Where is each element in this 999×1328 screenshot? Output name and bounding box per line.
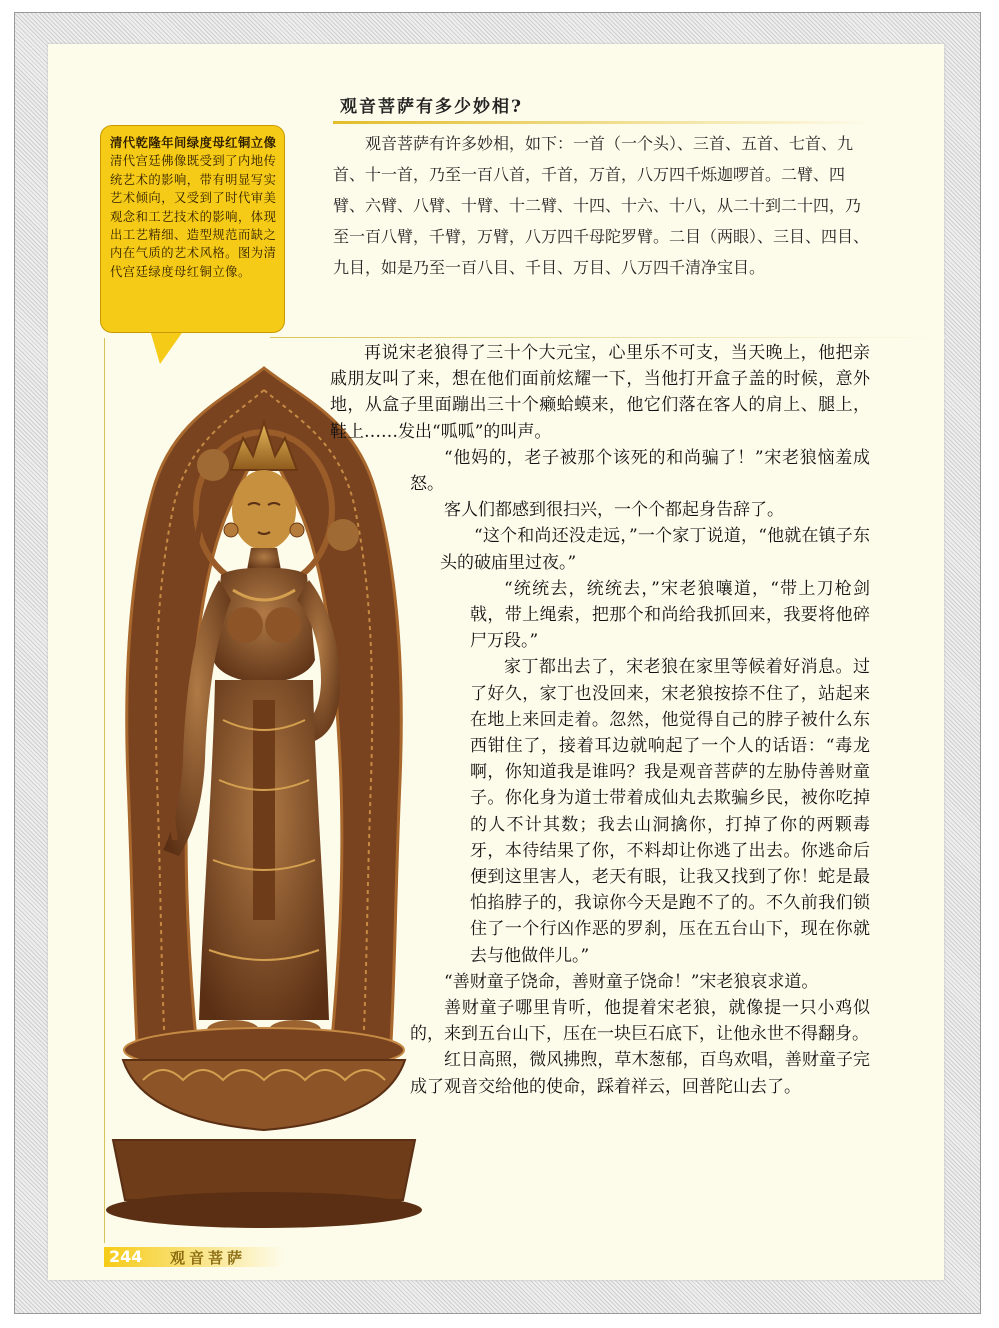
- story-paragraph: “统统去，统统去，”宋老狼嚷道，“带上刀枪剑戟，带上绳索，把那个和尚给我抓回来，我要将他碎尸万段。”: [470, 578, 870, 652]
- divider-horizontal: [270, 337, 945, 338]
- story-paragraph: “他妈的，老子被那个该死的和尚骗了！”宋老狼恼羞成怒。: [410, 447, 870, 495]
- caption-title: 清代乾隆年间绿度母红铜立像: [110, 136, 277, 150]
- sidebar-text: 观音菩萨有许多妙相，如下：一首（一个头）、三首、五首、七首、九首、十一首，乃至一百八首，千首，万首，八万四千烁迦啰首。二臂、四臂、六臂、八臂、十臂、十二臂、十四、十六、十八，从二十到二十四，乃至一百八臂，千臂，万臂，八万四千母陀罗臂。二目（两眼）、三目、四目、九目，如是乃至一百八目、千目、万目、八万四千清净宝目。: [333, 134, 870, 277]
- caption-bubble-tail: [150, 330, 184, 364]
- page-number: 244: [109, 1247, 143, 1266]
- story-paragraph: 再说宋老狼得了三十个大元宝，心里乐不可支，当天晚上，他把亲戚朋友叫了来，想在他们面前炫耀一下，当他打开盒子盖的时候，意外地，从盒子里面蹦出三十个癞蛤蟆来，他它们落在客人的肩上、腿上，鞋上……发出“呱呱”的叫声。: [330, 343, 870, 442]
- book-title: 观音菩萨: [170, 1249, 247, 1267]
- story-paragraph: “这个和尚还没走远，”一个家丁说道，“他就在镇子东头的破庙里过夜。”: [440, 526, 870, 573]
- sidebar-underline: [333, 121, 873, 124]
- story-paragraph: 家丁都出去了，宋老狼在家里等候着好消息。过了好久，家丁也没回来，宋老狼按捺不住了，站起来在地上来回走着。忽然，他觉得自己的脖子被什么东西钳住了，接着耳边就响起了一个人的话语：“毒龙啊，你知道我是谁吗？我是观音菩萨的左胁侍善财童子。你化身为道士带着成仙丸去欺骗乡民，被你吃掉的人不计其数；我去山洞擒你，打掉了你的两颗毒牙，本待结果了你，不料却让你逃了出去。你逃命后便到这里害人，老天有眼，让我又找到了你！蛇是最怕掐脖子的，我谅你今天是跑不了的。不久前我们锁住了一个行凶作恶的罗刹，压在五台山下，现在你就去与他做伴儿。”: [470, 657, 870, 966]
- image-caption-bubble: [100, 125, 285, 333]
- story-paragraph: 善财童子哪里肯听，他提着宋老狼，就像提一只小鸡似的，来到五台山下，压在一块巨石底下，让他永世不得翻身。: [410, 998, 870, 1045]
- story-paragraph: 红日高照，微风拂煦，草木葱郁，百鸟欢唱，善财童子完成了观音交给他的使命，踩着祥云，回普陀山去了。: [410, 1050, 870, 1097]
- story-paragraph: 客人们都感到很扫兴，一个个都起身告辞了。: [444, 500, 784, 521]
- caption-text: 清代宫廷佛像既受到了内地传统艺术的影响，带有明显写实艺术倾向，又受到了时代审美观念和工艺技术的影响，体现出工艺精细、造型规范而缺之内在气质的艺术风格。图为清代宫廷绿度母红铜立像。: [110, 154, 277, 279]
- story-paragraph: “善财童子饶命，善财童子饶命！”宋老狼哀求道。: [444, 971, 819, 992]
- story-text: [300, 340, 870, 1220]
- sidebar-title: 观音菩萨有多少妙相?: [340, 97, 523, 117]
